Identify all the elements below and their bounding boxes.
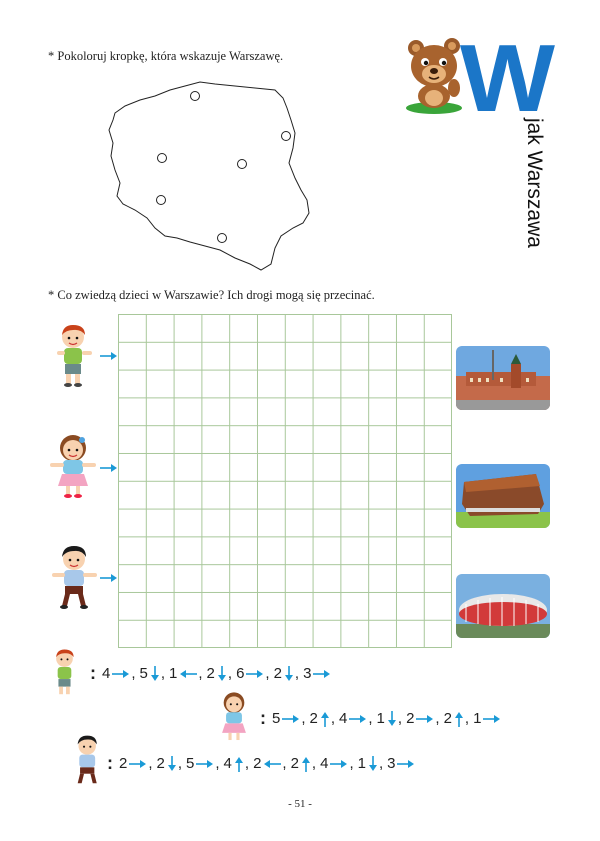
poland-map bbox=[105, 78, 320, 273]
photo-royal-castle bbox=[456, 346, 550, 410]
route-step bbox=[444, 710, 465, 727]
route-3-steps: 2 , 2 , 5 , 4 , 2 , 2 , 4 , 1 , 3 bbox=[119, 755, 416, 772]
arrow-down-icon bbox=[368, 756, 378, 772]
step-count: 1 bbox=[473, 710, 482, 727]
route-1-boy-icon bbox=[47, 648, 85, 698]
start-arrow-3-icon bbox=[100, 573, 118, 583]
step-count: 5 bbox=[139, 665, 148, 682]
arrow-down-icon bbox=[387, 711, 397, 727]
arrow-right-icon bbox=[129, 759, 147, 769]
route-step bbox=[406, 710, 435, 727]
arrow-up-icon bbox=[454, 711, 464, 727]
page-number: - 51 - bbox=[288, 798, 312, 810]
step-count: 5 bbox=[186, 755, 195, 772]
route-step bbox=[186, 755, 215, 772]
route-step bbox=[473, 710, 502, 727]
step-count: 1 bbox=[169, 665, 178, 682]
dot-warszawa bbox=[238, 160, 247, 169]
arrow-down-icon bbox=[167, 756, 177, 772]
dot-poznan bbox=[158, 154, 167, 163]
arrow-right-icon bbox=[196, 759, 214, 769]
route-3-boy-icon bbox=[68, 734, 108, 788]
photo-copernicus-center bbox=[456, 464, 550, 528]
step-count: 4 bbox=[339, 710, 348, 727]
dot-bialystok bbox=[282, 132, 291, 141]
route-step bbox=[310, 710, 331, 727]
arrow-right-icon bbox=[349, 714, 367, 724]
arrow-down-icon bbox=[284, 666, 294, 682]
arrow-right-icon bbox=[397, 759, 415, 769]
arrow-right-icon bbox=[313, 669, 331, 679]
step-count: 1 bbox=[376, 710, 385, 727]
arrow-up-icon bbox=[301, 756, 311, 772]
route-step bbox=[157, 755, 178, 772]
step-count: 2 bbox=[290, 755, 299, 772]
route-step bbox=[102, 665, 131, 682]
route-step bbox=[339, 710, 368, 727]
step-count: 2 bbox=[253, 755, 262, 772]
step-count: 2 bbox=[156, 755, 165, 772]
letter-w: W bbox=[459, 25, 551, 132]
route-step bbox=[119, 755, 148, 772]
arrow-right-icon bbox=[246, 669, 264, 679]
step-count: 5 bbox=[272, 710, 281, 727]
route-step bbox=[272, 710, 301, 727]
route-2: : 5 , 2 , 4 , 1 , 2 , 2 , 1 bbox=[260, 708, 502, 729]
route-step bbox=[387, 755, 416, 772]
step-count: 2 bbox=[119, 755, 128, 772]
arrow-right-icon bbox=[112, 669, 130, 679]
step-count: 4 bbox=[102, 665, 111, 682]
route-step bbox=[236, 665, 265, 682]
photo-national-stadium bbox=[456, 574, 550, 638]
route-3: : 2 , 2 , 5 , 4 , 2 , 2 , 4 , 1 , 3 bbox=[107, 753, 416, 774]
arrow-right-icon bbox=[416, 714, 434, 724]
arrow-right-icon bbox=[483, 714, 501, 724]
step-count: 2 bbox=[309, 710, 318, 727]
dot-gdansk bbox=[191, 92, 200, 101]
route-step bbox=[320, 755, 349, 772]
step-count: 2 bbox=[206, 665, 215, 682]
arrow-up-icon bbox=[320, 711, 330, 727]
arrow-right-icon bbox=[330, 759, 348, 769]
route-step bbox=[274, 665, 295, 682]
step-count: 4 bbox=[320, 755, 329, 772]
step-count: 1 bbox=[357, 755, 366, 772]
step-count: 2 bbox=[406, 710, 415, 727]
route-1-steps: 4 , 5 , 1 , 2 , 6 , 2 , 3 bbox=[102, 665, 332, 682]
step-count: 2 bbox=[443, 710, 452, 727]
route-step bbox=[303, 665, 332, 682]
dot-krakow bbox=[218, 234, 227, 243]
route-step bbox=[291, 755, 312, 772]
arrow-right-icon bbox=[282, 714, 300, 724]
start-arrow-1-icon bbox=[100, 351, 118, 361]
route-1: : 4 , 5 , 1 , 2 , 6 , 2 , 3 bbox=[90, 663, 332, 684]
step-count: 4 bbox=[223, 755, 232, 772]
route-step bbox=[140, 665, 161, 682]
arrow-down-icon bbox=[217, 666, 227, 682]
route-step bbox=[253, 755, 282, 772]
route-step bbox=[224, 755, 245, 772]
arrow-down-icon bbox=[150, 666, 160, 682]
dot-wroclaw bbox=[157, 196, 166, 205]
route-step bbox=[377, 710, 398, 727]
step-count: 2 bbox=[273, 665, 282, 682]
boy-black-hair-icon bbox=[50, 544, 100, 612]
side-title: jak Warszawa bbox=[523, 118, 546, 248]
step-count: 3 bbox=[387, 755, 396, 772]
arrow-left-icon bbox=[263, 759, 281, 769]
step-count: 3 bbox=[303, 665, 312, 682]
route-2-girl-icon bbox=[214, 690, 254, 744]
route-step bbox=[358, 755, 379, 772]
arrow-left-icon bbox=[179, 669, 197, 679]
boy-red-hair-icon bbox=[55, 323, 95, 389]
route-step bbox=[169, 665, 198, 682]
instruction-2: * Co zwiedzą dzieci w Warszawie? Ich drogi mogą się przecinać. bbox=[48, 288, 375, 302]
route-step bbox=[207, 665, 228, 682]
start-arrow-2-icon bbox=[100, 463, 118, 473]
girl-brown-hair-icon bbox=[48, 432, 98, 500]
route-2-steps: 5 , 2 , 4 , 1 , 2 , 2 , 1 bbox=[272, 710, 502, 727]
instruction-1: * Pokoloruj kropkę, która wskazuje Warszawę. bbox=[48, 49, 284, 63]
arrow-up-icon bbox=[234, 756, 244, 772]
drawing-grid[interactable] bbox=[118, 314, 452, 648]
step-count: 6 bbox=[236, 665, 245, 682]
